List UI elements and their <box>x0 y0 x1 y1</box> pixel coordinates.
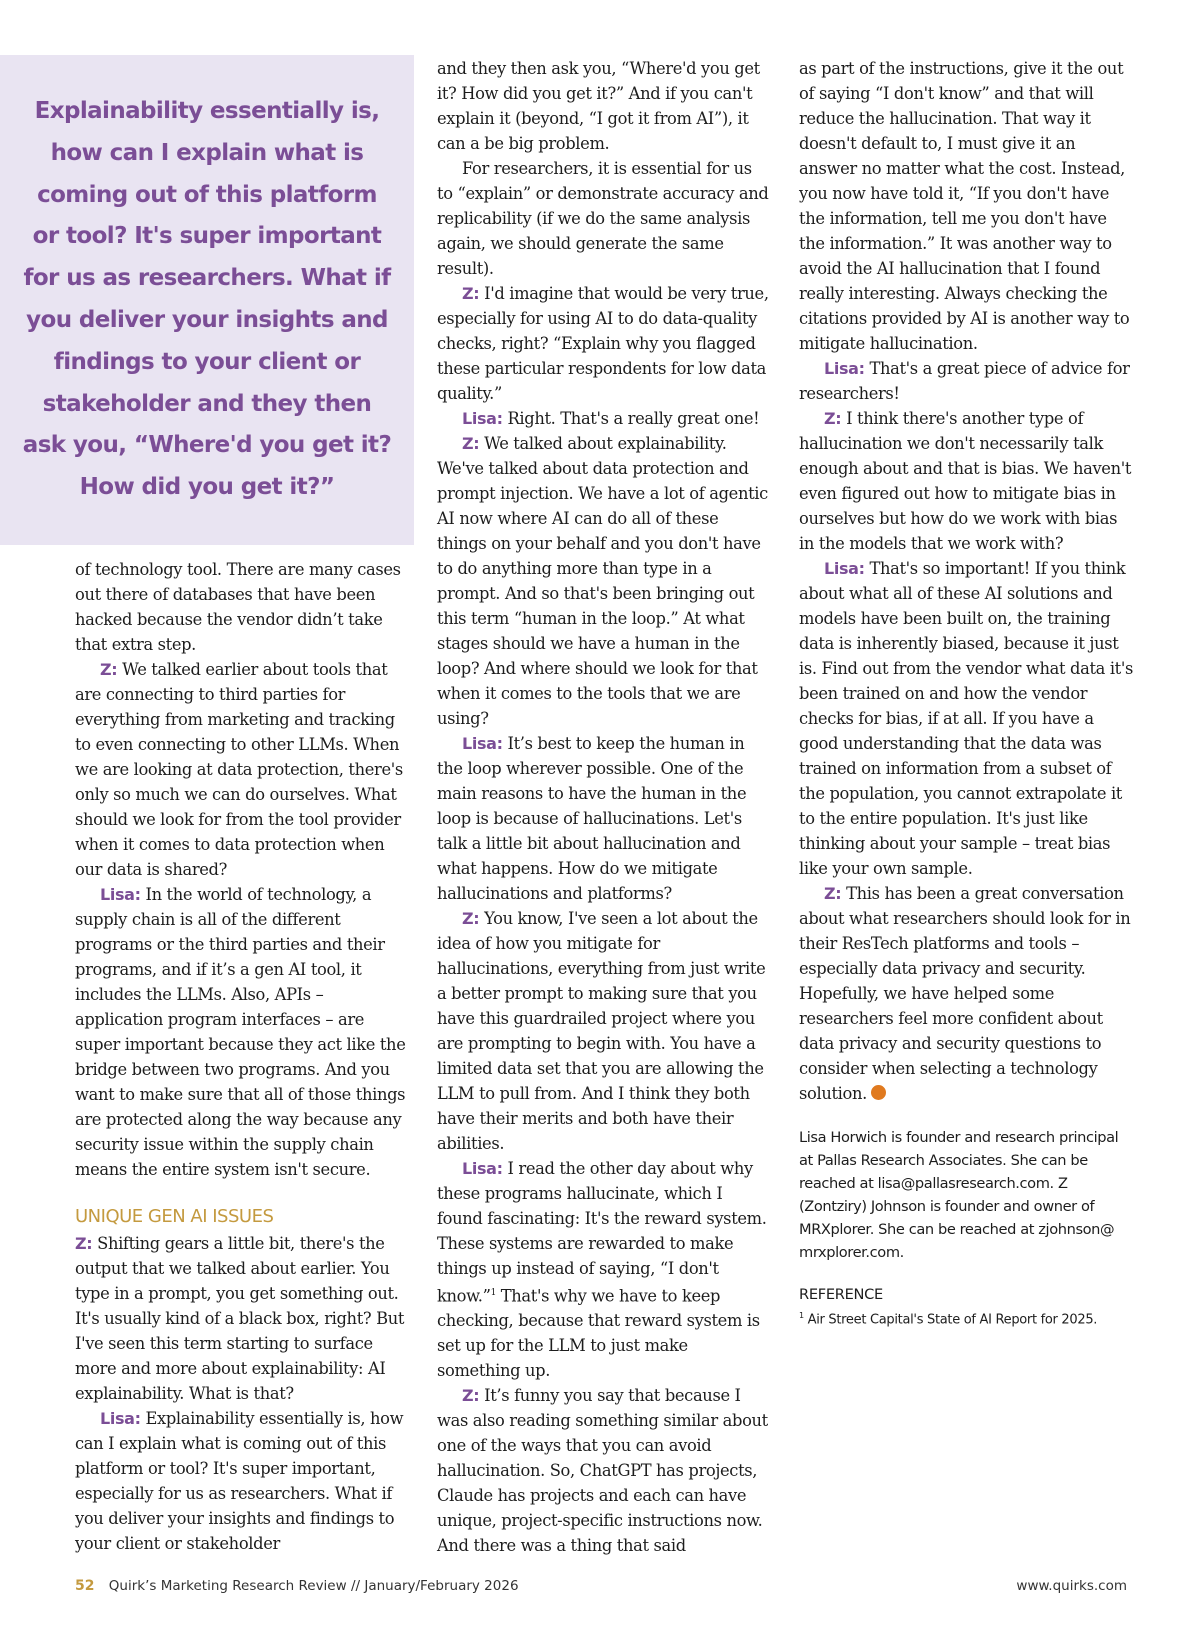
paragraph: For researchers, it is essential for us to “explain” or demonstrate accuracy and replicability (if we do the same analysis again, we should generate the same result). <box>437 159 769 278</box>
speaker-label: Z: <box>462 909 480 928</box>
publication-name: Quirk’s Marketing Research Review // January/February 2026 <box>108 1578 519 1594</box>
paragraph-text: We talked about explainability. We've talked about data protection and prompt injection. We have a lot of agentic AI now where AI can do all of these things on your behalf and you don't have to do anything more than type in a prompt. And so that's been bringing out this term “human in the loop.” At what stages should we have a human in the loop? And where should we look for that when it comes to the tools that we are using? <box>437 434 768 728</box>
speaker-label: Lisa: <box>100 1409 141 1428</box>
section-subhead: UNIQUE GEN AI ISSUES <box>75 1206 274 1227</box>
paragraph-text: That's so important! If you think about what all of these AI solutions and models have been built on, the training data is inherently biased, because it just is. Find out from the vendor what data it's been trained on and how the vendor checks for bias, if at all. If you have a good understanding that the data was trained on information from a subset of the population, you cannot extrapolate it to the entire population. It's just like thinking about your sample – treat bias like your own sample. <box>799 559 1134 878</box>
speaker-label: Z: <box>824 409 842 428</box>
paragraph-text: In the world of technology, a supply chain is all of the different programs or the third parties and their programs, and if it’s a gen AI tool, it includes the LLMs. Also, APIs – application program interfaces – are super important because they act like the bridge between two programs. And you want to make sure that all of those things are protected along the way because any security issue within the supply chain means the entire system isn't secure. <box>75 885 406 1179</box>
website-url: www.quirks.com <box>1016 1578 1127 1594</box>
paragraph-text: You know, I've seen a lot about the idea of how you mitigate for hallucinations, everything from just write a better prompt to making sure that you have this guardrailed project where you are prompting to begin with. You have a limited data set that you are allowing the LLM to pull from. And I think they both have their merits and both have their abilities. <box>437 909 766 1153</box>
paragraph-text: I think there's another type of hallucination we don't necessarily talk enough about and that is bias. We haven't even figured out how to mitigate bias in ourselves but how do we work with bias in the models that we work with? <box>799 409 1132 553</box>
paragraph <box>799 356 1133 406</box>
end-of-article-icon <box>871 1085 886 1100</box>
paragraph <box>75 657 409 882</box>
reference-text: Air Street Capital's State of AI Report for 2025. <box>803 1312 1098 1328</box>
reference-item <box>799 1306 1133 1330</box>
reference-number: 1 <box>799 1311 804 1320</box>
paragraph <box>437 731 771 906</box>
paragraph <box>437 906 771 1156</box>
paragraph <box>799 881 1133 1106</box>
pull-quote-text: Explainability essentially is, how can I explain what is coming out of this platform or tool? It's super important for us as researchers. What if you deliver your insights and findings to your client or stakeholder and they then ask you, “Where'd you get it? How did you get it?” <box>22 98 392 501</box>
paragraph-text: I read the other day about why these programs hallucinate, which I found fascinating: It's the reward system. These systems are rewarded to make things up instead of saying, “I don't know.” <box>437 1159 767 1306</box>
paragraph-text: Explainability essentially is, how can I explain what is coming out of this platform or tool? It's super important, especially for us as researchers. What if you deliver your insights and findings to your client or stakeholder <box>75 1409 404 1553</box>
speaker-label: Z: <box>462 1386 480 1406</box>
author-bio: Lisa Horwich is founder and research principal at Pallas Research Associates. She can be reached at lisa@pallasresearch.com. Z (Zontziry) Johnson is founder and owner of MRXplorer. She can be reached at zjohnson@ mrxplorer.com. <box>799 1129 1119 1261</box>
speaker-label: Lisa: <box>824 359 865 378</box>
paragraph <box>437 1383 771 1558</box>
speaker-label: Z: <box>75 1234 93 1253</box>
speaker-label: Lisa: <box>462 734 503 753</box>
speaker-label: Z: <box>824 884 842 903</box>
paragraph-text: It’s funny you say that because I was also reading something similar about one of the ways that you can avoid hallucination. So, ChatGPT has projects, Claude has projects and each can have unique, project-specific instructions now. And there was a thing that said <box>437 1386 768 1556</box>
paragraph: of technology tool. There are many cases out there of databases that have been hacked because the vendor didn’t take that extra step. <box>75 560 401 654</box>
paragraph <box>75 1406 409 1556</box>
paragraph-text: Shifting gears a little bit, there's the output that we talked about earlier. You type in a prompt, you get something out. It's usually kind of a black box, right? But I've seen this term starting to surface more and more about explainability: AI explainability. What is that? <box>75 1234 405 1403</box>
speaker-label: Z: <box>100 660 118 679</box>
paragraph-text: Right. That's a really great one! <box>502 409 760 428</box>
paragraph-text: This has been a great conversation about what researchers should look for in their ResTech platforms and tools – especially data privacy and security. Hopefully, we have helped some researchers feel more confident about data privacy and security questions to consider when selecting a technology solution. <box>799 884 1131 1103</box>
paragraph-text: It’s best to keep the human in the loop wherever possible. One of the main reasons to have the human in the loop is because of hallucinations. Let's talk a little bit about hallucination and what happens. How do we mitigate hallucinations and platforms? <box>437 734 747 903</box>
column-2 <box>437 56 771 1558</box>
paragraph-text: We talked earlier about tools that are connecting to third parties for everything from marketing and tracking to even connecting to other LLMs. When we are looking at data protection, there's only so much we can do ourselves. What should we look for from the tool provider when it comes to data protection when our data is shared? <box>75 660 403 879</box>
pull-quote-box <box>0 55 414 545</box>
paragraph <box>437 431 771 731</box>
paragraph: as part of the instructions, give it the out of saying “I don't know” and that will reduce the hallucination. That way it doesn't default to, I must give it an answer no matter what the cost. Instead, you now have told it, “If you don't have the information, tell me you don't have the information.” It was another way to avoid the AI hallucination that I found really interesting. Always checking the citations provided by AI is another way to mitigate hallucination. <box>799 59 1130 353</box>
page-number: 52 <box>75 1578 95 1594</box>
page-footer <box>75 1574 1127 1598</box>
paragraph <box>75 1231 409 1406</box>
paragraph <box>75 882 409 1182</box>
speaker-label: Lisa: <box>462 409 503 428</box>
paragraph <box>799 406 1133 556</box>
speaker-label: Z: <box>462 434 480 453</box>
speaker-label: Lisa: <box>100 885 141 904</box>
paragraph: and they then ask you, “Where'd you get it? How did you get it?” And if you can't explain it (beyond, “I got it from AI”), it can a be big problem. <box>437 59 760 153</box>
paragraph <box>799 556 1133 881</box>
paragraph-text: That's a great piece of advice for researchers! <box>799 359 1130 403</box>
column-3 <box>799 56 1133 1330</box>
speaker-label: Lisa: <box>824 559 865 578</box>
paragraph-text: That's why we have to keep checking, because that reward system is set up for the LLM to just make something up. <box>437 1286 760 1381</box>
reference-marker: 1 <box>490 1288 496 1298</box>
paragraph <box>437 406 771 431</box>
paragraph <box>437 281 771 406</box>
paragraph-text: I'd imagine that would be very true, especially for using AI to do data-quality checks, right? “Explain why you flagged these particular respondents for low data quality.” <box>437 284 769 403</box>
speaker-label: Lisa: <box>462 1159 503 1178</box>
reference-heading: REFERENCE <box>799 1286 883 1303</box>
paragraph <box>437 1156 771 1383</box>
column-1 <box>75 557 409 1556</box>
speaker-label: Z: <box>462 284 480 303</box>
